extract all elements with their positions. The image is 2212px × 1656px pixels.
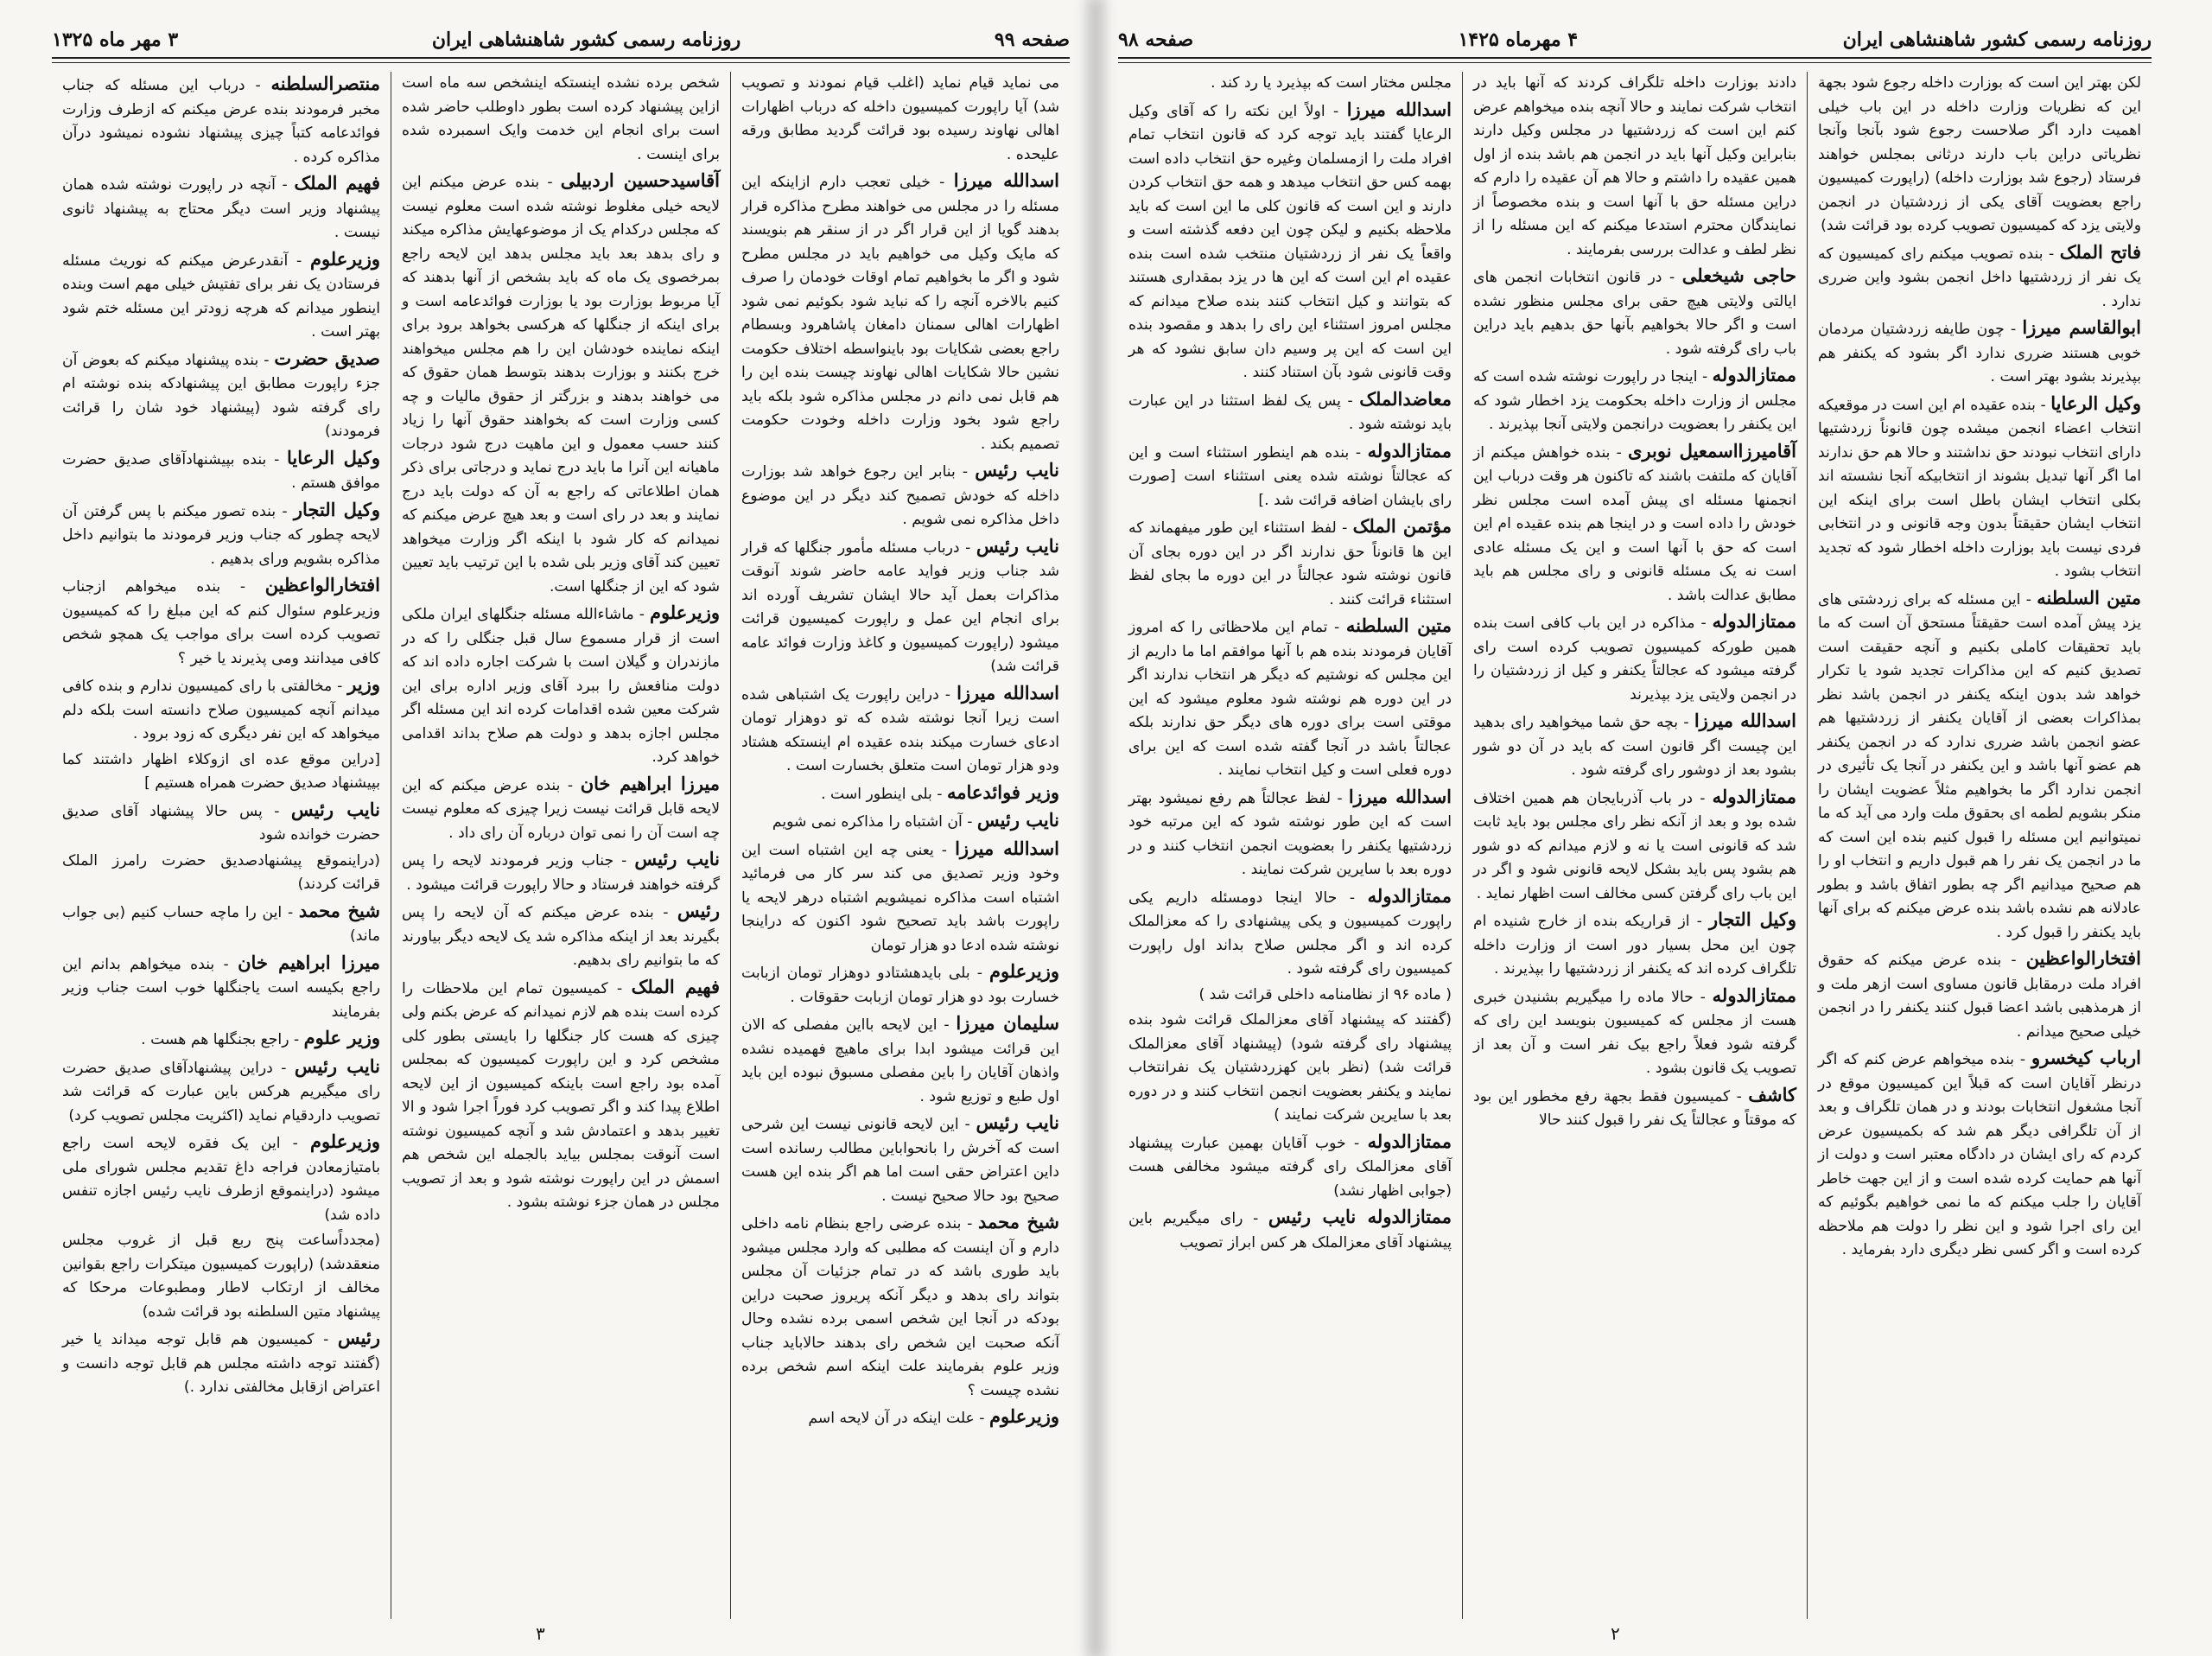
speech-text: - بنابر این رجوع خواهد شد بوزارت داخله که خودش تصمیح کند دیگر در این موضوع داخل مذاکره نمی شویم . (741, 463, 1059, 528)
speech-text: - بنده عرضی راجع بنظام نامه داخلی دارم و آن اینست که مطلبی که وارد مجلس میشود باید طوری باشد که در تمام جزئیات آن مجلس بتواند رای بدهد و دیگر آنکه پریروز صحبت دراین بودکه در آنجا این شخص اسمی برده نشده وحال آنکه صحبت این شخص رای بدهند حالاباید جناب وزیر علوم بفرمایند علت اینکه اسم شخص برده نشده چیست ؟ (741, 1215, 1059, 1399)
speech-text: می نماید قیام نماید (اغلب قیام نمودند و تصویب شد) آیا راپورت کمیسیون داخله که درباب اظهارات اهالی نهاوند رسیده بود قرائت گردید مطابق ورقه علیحده . (741, 74, 1059, 163)
speech-text: - در قانون انتخابات انجمن های ایالتی ولایتی هیچ حقی برای مجلس منظور نشده است و اگر حالا بخواهیم بآنها حق بدهیم باید دراین باب رای گرفته شود . (1473, 269, 1796, 358)
speech-text: دادند بوزارت داخله تلگراف کردند که آنها باید در انتخاب شرکت نمایند و حالا آنچه بنده میخواهم عرض کنم این است که زردشتیها در مجلس وکیل دارند بنابراین وکیل آنها باید در انجمن هم باشد بنده از اول همین عقیده را داشتم و حالا هم آن عقیده را دارم که دراین مسئله حق با آنها است و بنده مخصوصاً از نمایندگان محترم استدعا میکنم که این مسئله را از نظر لطف و عدالت بررسی بفرمایند . (1473, 74, 1796, 258)
speech-text: - لفظ استثناء این طور میفهماند که این ها قانوناً حق ندارند اگر در این دوره بجای آن قانون نوشته شود عجالتاً در این دوره ما بجای لفظ استثناء قرائت کنند . (1128, 519, 1452, 608)
speech-paragraph (1818, 946, 2141, 1044)
speaker-name: شیخ محمد (298, 899, 380, 921)
speech-paragraph (741, 72, 1059, 167)
speaker-name: ممتازالدوله (1712, 364, 1796, 385)
speech-paragraph (62, 1026, 380, 1053)
speech-text: - این لایحه قانونی نیست این شرحی است که آخرش را بانحواباین مطالب رسانده است داین اعتراض حقی است اما هم اگر بنده این هست صحیح بود حالا صحیح نیست . (741, 1116, 1059, 1205)
speech-paragraph (1128, 1130, 1452, 1204)
speaker-name: فهیم الملک (294, 172, 380, 194)
speech-paragraph (1473, 709, 1796, 783)
speech-text: - بلی بایدهشتادو دوهزار تومان ازبابت خسارت بود دو هزار تومان ازبابت حقوقات . (741, 965, 1059, 1006)
speech-text: - راجع بجنگلها هم هست . (141, 1031, 300, 1048)
speech-text: - کمیسیون هم قابل توجه میداند یا خیر (گفتند توجه داشته مجلس هم قابل توجه دانست و اعتراض ازقابل مخالفتی ندارد .) (62, 1331, 380, 1396)
speaker-name: اسدالله میرزا (957, 681, 1059, 704)
speech-paragraph (62, 347, 380, 444)
speech-text: - تمام این ملاحظاتی را که امروز آقایان فرمودند بنده هم با آنها موافقم اما ما داریم از این مجلس که نوشتیم که دیگر هر انتخاب ندارند اگر در این دوره هم نوشته شود معلوم میشود که این موقتی است برای دوره های دیگر حق ندارند بلکه عجالتاً باشد در آنجا گفته شده است که این برای دوره فعلی است و کیل انتخاب نمایند . (1128, 619, 1452, 779)
speaker-name: ممتازالدوله (1712, 785, 1796, 807)
speaker-name: وزیر (347, 673, 380, 695)
speech-text: - بلی اینطور است . (821, 785, 943, 803)
speech-paragraph (402, 975, 720, 1215)
speech-paragraph (741, 169, 1059, 456)
text-column (52, 72, 391, 1619)
text-column (731, 72, 1070, 1619)
speech-paragraph (1818, 392, 2141, 584)
running-head (52, 22, 1070, 59)
speech-paragraph (62, 446, 380, 496)
speech-paragraph (62, 850, 380, 897)
journal-title: روزنامه رسمی کشور شاهنشاهی ایران (431, 29, 741, 51)
speaker-name: نایب رئیس (634, 848, 720, 869)
speech-text: - بنده بپیشنهادآقای صدیق حضرت موافق هستم . (62, 450, 380, 492)
text-column (1463, 72, 1808, 1619)
speaker-name: ابوالقاسم میرزا (2022, 316, 2141, 338)
speech-text: - درباب این مسئله که جناب مخبر فرمودند بنده عرض میکنم که ازطرف وزارت فوائدعامه کتباً چیزی پیشنهاد نشوده نمیشود درآن مذاکره کرده . (62, 77, 380, 166)
speech-text: - درباب مسئله مأمور جنگلها که قرار شد جناب وزیر فواید عامه حاضر شوند آنوقت مذاکرات بعمل آید حالا ایشان تشریف آورده اند برای انجام این عمل و راپورت کمیسیون قرائت میشود (راپورت کمیسیون و کاغذ وزارت فوائد عامه قرائت شد) (741, 538, 1059, 675)
speech-paragraph (1818, 72, 2141, 239)
speaker-name: متین السلطنه (1345, 615, 1452, 636)
speaker-name: وکیل الرعایا (2050, 392, 2141, 414)
speech-paragraph (402, 772, 720, 846)
header-rule (1118, 62, 2152, 63)
speech-paragraph (62, 498, 380, 572)
page-label: صفحه ۹۹ (994, 29, 1070, 51)
speech-paragraph (741, 837, 1059, 959)
speaker-name: افتخارالواعظین (264, 574, 380, 596)
speech-paragraph (402, 169, 720, 599)
speech-text: - آن اشتباه را مذاکره نمی شویم (772, 813, 973, 831)
speaker-name: ارباب کیخسرو (2031, 1047, 2142, 1068)
speech-paragraph (62, 951, 380, 1025)
speaker-name: وکیل الرعایا (287, 446, 380, 468)
issue-date: ۳ مهر ماه ۱۳۲۵ (52, 29, 179, 51)
speech-text: - بنده عقیده ام این است در موقعیکه انتخاب اعضاء انجمن میشده چون قانوناً زردشتیها دارای انتخاب نبودند حق نداشتند و حالا هم حق ندارند اما اگر آنها تبدیل بشوند از انتخابیکه آنجا نشسته اند بکلی انتخاب ایشان باطل است برای اینکه این انتخاب ایشان حقیقتاً بدون وجه قانونی و در انتخابی فردی نیست باید بوزارت داخله اخطار شود که تجدید انتخاب بشود . (1818, 396, 2141, 580)
speech-paragraph (62, 672, 380, 747)
speaker-name: وزیر علوم (303, 1027, 380, 1048)
speech-paragraph (1473, 72, 1796, 262)
speech-paragraph (1128, 1009, 1452, 1128)
speech-paragraph (62, 798, 380, 848)
speech-text: - یعنی چه این اشتباه است این وخود وزیر تصدیق می کند سر کار می فرمائید اشتباه است مذاکره نمیشویم اشتباه درهر لایحه یا راپورت باشد باید تصحیح شود اکنون که دراینجا نوشته شده ادعا دو هزار تومان (741, 841, 1059, 954)
speaker-name: وزیرعلوم (649, 602, 720, 623)
speech-paragraph (1128, 72, 1452, 96)
speech-text: - این یک فقره لایحه است راجع بامتیازمعادن فراجه داغ تقدیم مجلس شورای ملی میشود (دراینموقع ازطرف نایب رئیس اجازه تنفس داده شد) (62, 1135, 380, 1224)
speech-text: - بنده عرض میکنم این لایحه خیلی مغلوط نوشته شده است معلوم نیست که مجلس درکدام یک از موضوعهایش مذاکره میکند و رای بدهد بعد باید مجلس بدهد این لایحه راجع بمرخصوی یک ماه که باید بشخص از آنها بدهند که آیا مربوط بوزارت بود یا بوزارت فوائدعامه است و برای اینکه از جنگلها که هرکسی بخواهد برود برای اینکه نماینده خودشان این را هم مجلس میخواهند خرج بکنند و بوزارت بدهند بتوسط همان حقوق که می خواهند بدهند و بزرگتر از حقوق مالیات و چه کسی وزارت است که بخواهند حقوق آنها را زیاد کنند حسب معمول و این ماهیت درج شود درجات ماهیانه این آنرا ما باید درج نماید و درجاتی برای ذکر همان اطلاعاتی که راجع به آن که دولت باید درج نمایند و بعد در رای است و بعد هیچ عرض میکنم که نمیدانم که کار شود با اینکه اگر وزارت میخواهد تعیین کند آقای وزیر بلی شده با این ترتیب باید تعیین شود که این از جنگلها است. (402, 174, 720, 596)
speech-paragraph (1128, 1205, 1452, 1255)
speech-text: - ماشاءالله مسئله جنگلهای ایران ملکی است از قرار مسموع سال قبل جنگلی را که در مازندران و گیلان است با شرکت اجاره داده اند که دولت منافعش را ببرد آقای وزیر اداره برای این شرکت معین شده اقدامات کرده اند این مسئله اگر مجلس اجازه بدهد و دولت هم صلاح بداند اقدامی خواهد کرد. (402, 606, 720, 766)
speech-text: - رای میگیریم باین پیشنهاد آقای معزالملک هر کس ابراز تصویب (1128, 1210, 1452, 1252)
speaker-name: افتخارالواعظین (2025, 947, 2141, 969)
speaker-name: مؤتمن الملک (1352, 515, 1452, 537)
speech-paragraph (1818, 586, 2141, 946)
speech-text: شخص برده نشده اینستکه اینشخص سه ماه است ازاین پیشنهاد کرده است بطور داوطلب حاضر شده است برای انجام این خدمت وایک اسمبرده شده برای اینست . (402, 74, 720, 163)
speech-text: - علت اینکه در آن لایحه اسم (808, 1410, 985, 1427)
speaker-name: اسدالله میرزا (1346, 98, 1452, 120)
speech-text: (مجدداًساعت پنج ربع قبل از غروب مجلس منعقدشد) (راپورت کمیسیون میتکرات راجع بقوانین مخالف از ارتکاب لاطار ومطبوعات مرحکا که پیشنهاد متین السلطنه بود قرائت شده) (62, 1232, 380, 1321)
speech-paragraph (741, 1011, 1059, 1109)
speech-text: - دراین راپورت یک اشتباهی شده است زیرا آنجا نوشته شده که تو دوهزار تومان ادعای خسارت میکند بنده عقیده ام اینستکه هشتاد ودو هزار تومان است متعلق بخسارت است . (741, 685, 1059, 774)
speaker-name: اسدالله میرزا (1694, 710, 1796, 731)
speech-text: - بنده میخواهم عرض کنم که اگر درنظر آقایان است که قبلاً این کمیسیون موقع در آنجا مشغول انتخابات بودند و در همان تلگراف و بعد از آن تلگرافی دیگر هم شد که بکمیسیون عرض کردم که رای ایشان در دادگاه معتبر است و دولت از آنها هم حمایت کرده شده است و از این جهت خاطر آقایان را جلب میکنم که ما نمی خواهیم بگوئیم که این رای اجرا شود و این نظر را دولت هم ملاحظه کرده است و اگر کسی نظر دیگری دارد بفرماید . (1818, 1051, 2141, 1258)
speech-text: - چون طایفه زردشتیان مردمان خوبی هستند ضرری ندارد اگر بشود که یکنفر هم بپذیرند بشود بهتر است . (1818, 321, 2141, 385)
speaker-name: اسدالله میرزا (955, 837, 1059, 859)
speaker-name: حاجی شیخعلی (1681, 264, 1796, 286)
speech-text: - بنده میخواهم ازجناب وزیرعلوم سئوال کنم که این مبلغ را که کمیسیون تصویب کرده است برای مواجب یک همچو شخص کافی میدانند ومی پذیرند یا خیر ؟ (62, 578, 380, 667)
speech-text: - مخالفتی با رای کمیسیون ندارم و بنده کافی میدانم آنچه کمیسیون صلاح دانسته است بلکه دلم میخواهد که این نفر دیگری که زود برود . (62, 678, 380, 742)
speech-text: - بنده هم اینطور استثناء است و این که عجالتاً نوشته شده یعنی استثناء است [صورت رای بایشان اضافه قرائت شد .] (1128, 443, 1452, 509)
speech-text: - مذاکره در این باب کافی است بنده همین طورکه کمیسیون تصویب کرده است رای گرفته میشود که عجالتاً یکنفر و کیل از زردشتیان را در انجمن ولایتی یزد بپذیرند (1473, 615, 1796, 704)
speaker-name: فاتح الملک (2059, 240, 2141, 263)
page-label: صفحه ۹۸ (1118, 29, 1194, 51)
speech-text: مجلس مختار است که بپذیرد یا رد کند . (1211, 74, 1452, 92)
right-page (1096, 0, 2212, 1656)
speech-paragraph (1473, 609, 1796, 707)
text-column (1118, 72, 1463, 1619)
page-number: ۳ (536, 1623, 545, 1644)
text-column (391, 72, 731, 1619)
speech-text: - بنده پیشنهاد میکنم که بعوض آن جزء راپورت مطابق این پیشنهادکه بنده نوشته ام رای گرفته شود (پیشنهاد خود شان را قرائت فرمودند) (62, 351, 380, 440)
speaker-name: کاشف (1748, 1083, 1797, 1105)
speech-paragraph (741, 780, 1059, 807)
speaker-name: سلیمان میرزا (956, 1012, 1059, 1034)
speech-text: - آنقدرعرض میکنم که نوریث مسئله فرستادن یک نفر برای تفتیش خیلی مهم است وبنده اینطور میدانم که هرچه زودتر این مسئله ختم شود بهتر است . (62, 252, 380, 341)
speech-paragraph (402, 601, 720, 770)
speech-paragraph (1818, 240, 2141, 315)
speech-paragraph (402, 847, 720, 897)
speaker-name: رئیس (337, 1327, 381, 1348)
text-column (1808, 72, 2152, 1619)
speech-paragraph (741, 534, 1059, 679)
speech-paragraph (1818, 1046, 2141, 1263)
speaker-name: متین السلطنه (2037, 586, 2141, 608)
header-rule (52, 62, 1070, 63)
speech-paragraph (1473, 264, 1796, 361)
speaker-name: آقاسیدحسین اردبیلی (560, 169, 720, 191)
speech-text: - اولاً این نکته را که آقای وکیل الرعایا گفتند باید توجه کرد که قانون انتخاب تمام افراد ملت را ازمسلمان وغیره حق انتخاب داده است بهمه کس حق انتخاب میدهد و همه حق انتخاب کردن دارند و این است که قانون کلی ما این است که باید ملاحظه بکنیم و لیکن چون این دفعه گذشته است و واقعاً یک نفر از زردشتیان منتخب شده است بنده عقیده ام این است که این ها در یزد بمقداری هستند که بتوانند و کیل انتخاب کنند بنده صلاح میدانم که مجلس امروز استثناء این رای را بدهد و مقصود بنده این است که این پر وسیم دان سابق نشود که هر وقت قانونی شود بآن استناد کنند . (1128, 102, 1452, 381)
speaker-name: نایب رئیس (976, 809, 1059, 831)
speech-paragraph (1473, 984, 1796, 1081)
speech-text: - بنده عرض میکنم که آن لایحه را پس بگیرند بعد از اینکه مذاکره شد یک لایحه دیگر بیاورند که ما بتوانیم رای بدهیم. (402, 904, 720, 969)
speech-paragraph (741, 1210, 1059, 1403)
speech-paragraph (1473, 439, 1796, 608)
speech-text: - بچه حق شما میخواهید رای بدهید این چیست اگر قانون است که باید در آن دو شور بشود بعد از دوشور رای گرفته شود . (1473, 714, 1796, 779)
speaker-name: ممتازالدوله (1712, 984, 1796, 1006)
speech-text: - بنده عرض میکنم که حقوق افراد ملت درمقابل قانون مساوی است ازهر ملت و از هرمذهبی باشد اعضا قبول کنند یکنفر را در انجمن خیلی صحیح میدانم . (1818, 952, 2141, 1041)
speech-paragraph (62, 899, 380, 949)
speech-paragraph (402, 899, 720, 973)
speech-text: - خوب آقایان بهمین عبارت پیشنهاد آقای معزالملک رای گرفته میشود مخالفی هست (جوابی اظهار نشد) (1128, 1134, 1452, 1200)
speech-paragraph (402, 72, 720, 167)
speech-text: - لفظ عجالتاً هم رفع نمیشود بهتر است که این طور نوشته شود که این مرتبه خود زردشتیها یکنفر را بعضویت انجمن انتخاب کنند و در دوره بعد با سایرین شرکت نمایند . (1128, 789, 1452, 878)
speech-text: - حالا ماده را میگیریم بشنیدن خبری هست از مجلس که کمیسیون بنویسد این رای که گرفته شود فعلاً راجع بیک نفر است و آن بعد از تصویب یک قانون بشود . (1473, 988, 1796, 1077)
speech-paragraph (741, 1111, 1059, 1208)
speaker-name: رئیس (677, 900, 720, 921)
running-head (1118, 22, 2152, 59)
speech-text: - بنده تصویب میکنم رای کمیسیون که یک نفر از زردشتیها داخل انجمن بشود واین ضرری ندارد . (1818, 245, 2141, 310)
speaker-name: وزیرعلوم (309, 1131, 380, 1152)
speech-paragraph (741, 808, 1059, 835)
speech-paragraph (1128, 514, 1452, 612)
speaker-name: وزیر فوائدعامه (946, 780, 1059, 803)
speech-paragraph (1128, 387, 1452, 437)
speech-paragraph (1128, 614, 1452, 783)
speech-paragraph (62, 171, 380, 245)
speech-paragraph (741, 1404, 1059, 1431)
speech-text: - در باب آذربایجان هم همین اختلاف شده بود و بعد از آنکه نظر رای مجلس بود باید ثابت شد که قانونی است یا نه و لازم میدانم که دو شور هم بشود پس باید بشکل لایحه قانونی شود و اگر در این باب رای گرفتن کسی مخالف است اظهار نماید . (1473, 789, 1796, 902)
speech-paragraph (62, 1130, 380, 1227)
speech-paragraph (62, 748, 380, 796)
speech-paragraph (1128, 98, 1452, 385)
speech-text: - بنده میخواهم بدانم این راجع بکیسه است یاجنگلها خوب است جناب وزیر بفرمایند (62, 955, 380, 1021)
speech-paragraph (1473, 908, 1796, 982)
speaker-name: وکیل التجار (1709, 908, 1797, 930)
speaker-name: ممتازالدوله (1367, 439, 1452, 462)
speech-text: لکن بهتر این است که بوزارت داخله رجوع شود بجهة این که نظریات وزارت داخله در این باب خیلی اهمیت دارد اگر صلاحست رجوع شود بآنجا وآنجا نظریاتی دراین باب دارند درثانی بمجلس خواهند فرستاد (رجوع شد بوزارت داخله) (راپورت کمیسیون راجع بعضویت آقای یکی از زردشتیان در انجمن ولایتی یزد که کمیسیون تصویب کرده بود قرائت شد) (1818, 74, 2141, 234)
speech-paragraph (741, 681, 1059, 779)
speaker-name: نایب رئیس (290, 798, 380, 820)
speech-paragraph (1128, 439, 1452, 513)
speech-paragraph (62, 72, 380, 169)
speech-paragraph (62, 247, 380, 345)
speaker-name: نایب رئیس (975, 459, 1059, 481)
speaker-name: وزیرعلوم (309, 247, 380, 270)
speech-paragraph (62, 1326, 380, 1400)
text-columns (1118, 72, 2152, 1619)
journal-title: روزنامه رسمی کشور شاهنشاهی ایران (1842, 29, 2152, 51)
speech-text: - بنده تصور میکنم با پس گرفتن آن لایحه چطور که جناب وزیر فرمودند ما بتوانیم داخل مذاکره بشویم ورای بدهیم . (62, 502, 380, 568)
speech-text: - حالا اینجا دومسئله داریم یکی راپورت کمیسیون و یکی پیشنهادی را که معزالملک کرده اند و اگر مجلس صلاح بداند اول راپورت کمیسیون رای گرفته شود . (1128, 889, 1452, 978)
text-columns (52, 72, 1070, 1619)
speech-text: (دراینموقع پیشنهادصدیق حضرت رامرز الملک قرائت کردند) (62, 851, 380, 893)
speech-text: - دراین پیشنهادآقای صدیق حضرت رای میگیریم هرکس باین عبارت که قرائت شد تصویب داردقیام نماید (اکثریت مجلس تصویب کرد) (62, 1059, 380, 1124)
speech-text: [دراین موقع عده ای ازوکلاء اظهار داشتند کما بپیشنهاد صدیق حضرت همراه هستیم ] (62, 750, 380, 792)
speech-text: (گفتند که پیشنهاد آقای معزالملک قرائت شود بنده پیشنهاد رای گرفته شود) (پیشنهاد آقای معزالملک قرائت شد) (نظر باین کهزردشتیان یک نفرانتخاب نمایند و یکنفر بعضویت انجمن انتخاب کنند و در دوره بعد با سایرین شرکت نمایند ) (1128, 1011, 1452, 1124)
speech-text: - خیلی تعجب دارم ازاینکه این مسئله را در مجلس می خواهند مطرح مذاکره قرار بدهند گویا از این قرار اگر در از سنقر هم بنویسند که مایک وکیل می خواهیم باید در مجلس مطرح شود و اگر ما بخواهیم تمام اوقات خودمان را صرف کنیم بالاخره آنچه را که نباید شود بکوئیم نمی شود اظهارات اهالی سمنان دامغان پاشاهرود وبسطام راجع بعضی شکایات بود باینواسطه اختلاف حکومت نشین حالا شکایات اهالی نهاوند چیست بنده این را هم قابل نمی دانم در مجلس مذاکره شود بلکه باید راجع شود بخود وزارت داخله وخودت حکومت تصمیم بکند . (741, 174, 1059, 453)
speech-text: - این مسئله که برای زردشتی های یزد پیش آمده است حقیقتاً مستحق آن است که ما باید تحقیقات کاملی بکنیم و آنچه حقیقت است تصدیق کنیم که این مذاکرات تجدید شود یا تکرار خواهد شد بدون اینکه یکنفر در انجمن باشد نظر بمذاکرات بعضی از آقایان یکنفر از زردشتیها هم عضو انجمن باشد ضرری ندارد که در انجمن یکنفر هم عضو آنها باشد و این یکنفر در آنجا یک تأثیری در انجمن ندارد اگر ما بخواهیم مثلاً عضویت ایشان را منکر بشویم لطمه ای بحقوق ملت وارد می آید که ما نمیتوانیم این مسئله را قبول کنیم بنده این است که ما در انجمن یک نفر را هم قبول داریم و انتخاب او را هم صحیح میدانیم اگر چه بطور اتفاق باشد و بطور عادلانه هم نشده باشد بنده عرض میکنم که برای آنها باید یکنفر را قبول کرد . (1818, 590, 2141, 941)
speaker-name: ممتازالدوله (1367, 1130, 1452, 1152)
speech-paragraph (62, 1054, 380, 1129)
speech-text: - آنچه در راپورت نوشته شده همان پیشنهاد وزیر است دیگر محتاج به پیشنهاد ثانوی نیست . (62, 176, 380, 241)
speech-text: - کمیسیون فقط بجهة رفع مخطور این بود که موقتاً و عجالتاً یک نفر را قبول کنند حالا (1473, 1087, 1796, 1129)
speaker-name: آقامیرزااسمعیل نوبری (1628, 439, 1796, 462)
speech-paragraph (1473, 785, 1796, 907)
speech-text: - بنده عرض میکنم که این لایحه قابل قرائت نیست زیرا چیزی که معلوم نیست چه است آن را نمی توان درباره آن رای داد . (402, 776, 720, 842)
speech-text: - از قراریکه بنده از خارج شنیده ام چون این محل بسیار دور است از وزارت داخله تلگراف کرده اند که یکنفر از زردشتیها را بپذیرند . (1473, 913, 1796, 978)
speech-paragraph (1818, 315, 2141, 390)
speaker-name: اسدالله میرزا (953, 169, 1059, 191)
speech-paragraph (1128, 785, 1452, 882)
speaker-name: ممتازالدوله (1712, 610, 1796, 632)
speaker-name: ممتازالدوله نایب رئیس (1268, 1206, 1452, 1227)
speech-paragraph (741, 959, 1059, 1010)
issue-date: ۴ مهرماه ۱۴۲۵ (1458, 29, 1579, 51)
speech-text: - پس حالا پیشنهاد آقای صدیق حضرت خوانده شود (62, 802, 380, 844)
speech-text: - این را ماچه حساب کنیم (بی جواب ماند) (62, 903, 380, 945)
speaker-name: صدیق حضرت (274, 347, 380, 369)
page-number: ۲ (1611, 1623, 1620, 1644)
speaker-name: معاضدالملک (1359, 387, 1452, 410)
speech-text: ( ماده ۹۶ از نظامنامه داخلی قرائت شد ) (1198, 985, 1452, 1003)
speaker-name: نایب رئیس (976, 534, 1060, 557)
speech-text: - این لایحه بااین مفصلی که الان این قرائت میشود ابدا برای ماهیچ فهمیده نشده واذهان آقایان را باین مفصلی مسبوق نبوده این باید اول طبع و توزیع شود . (741, 1016, 1059, 1105)
speaker-name: فهیم الملک (631, 975, 721, 997)
speaker-name: نایب رئیس (976, 1111, 1059, 1133)
speaker-name: شیخ محمد (978, 1211, 1059, 1232)
speech-paragraph (1128, 884, 1452, 982)
speaker-name: وزیرعلوم (988, 960, 1059, 982)
speech-paragraph (1473, 1083, 1796, 1133)
speech-text: - کمیسیون تمام این ملاحظات را کرده است بنده هم لازم نمیدانم که عرض بکنم ولی چیزی که هست کار جنگلها را بایستی بطور کلی مشخص کرد و این راپورت کمیسیون که بمجلس آمده بود راجع است باینکه کمیسیون از این لایحه اطلاع پیدا کند و اگر تصویب کرد فوراً اجرا شود و الا تغییر بدهد و اعتمادش شد و آنچه کمیسیون نوشته است آنوقت بمجلس بیاید بالجمله این شخص هم اسمش در این راپورت نوشته شود و بعد از تصویب مجلس در همان جزء نوشته بشود . (402, 979, 720, 1211)
speech-text: - جناب وزیر فرمودند لایحه را پس گرفته خواهند فرستاد و حالا راپورت قرائت میشود . (402, 852, 720, 894)
speech-paragraph (1473, 363, 1796, 437)
speaker-name: وکیل التجار (293, 498, 380, 520)
speaker-name: منتصرالسلطنه (270, 73, 381, 94)
speaker-name: ممتازالدوله (1367, 884, 1452, 907)
speech-paragraph (62, 1229, 380, 1324)
speech-paragraph (1128, 984, 1452, 1008)
speech-paragraph (741, 458, 1059, 532)
speech-text: - بنده خواهش میکنم از آقایان که ملتفت باشند که تاکنون هر وقت درباب این انجمنها مسئله ای پیش آمده است مجلس نظر خودش را داده است و در اینجا هم بنده عقیده ام این است که حق با آنها است و این یک مسئله عادی است نه یک مسئله قانونی و رای مجلس هم باید مطابق عدالت باشد . (1473, 443, 1796, 604)
speech-paragraph (62, 573, 380, 671)
left-page (0, 0, 1096, 1656)
speaker-name: نایب رئیس (294, 1054, 380, 1077)
speaker-name: میرزا ابراهیم خان (580, 772, 720, 794)
speech-text: - اینجا در راپورت نوشته شده است که مجلس از وزارت داخله بحکومت یزد اخطار شود که این یکنفر را بعضویت درانجمن ولایتی آنجا بپذیرند . (1473, 368, 1796, 433)
speaker-name: اسدالله میرزا (1348, 785, 1452, 807)
speaker-name: میرزا ابراهیم خان (238, 951, 380, 973)
speaker-name: وزیرعلوم (988, 1405, 1059, 1427)
speech-text: - پس یک لفظ استثنا در این عبارت باید نوشته شود . (1128, 392, 1452, 433)
